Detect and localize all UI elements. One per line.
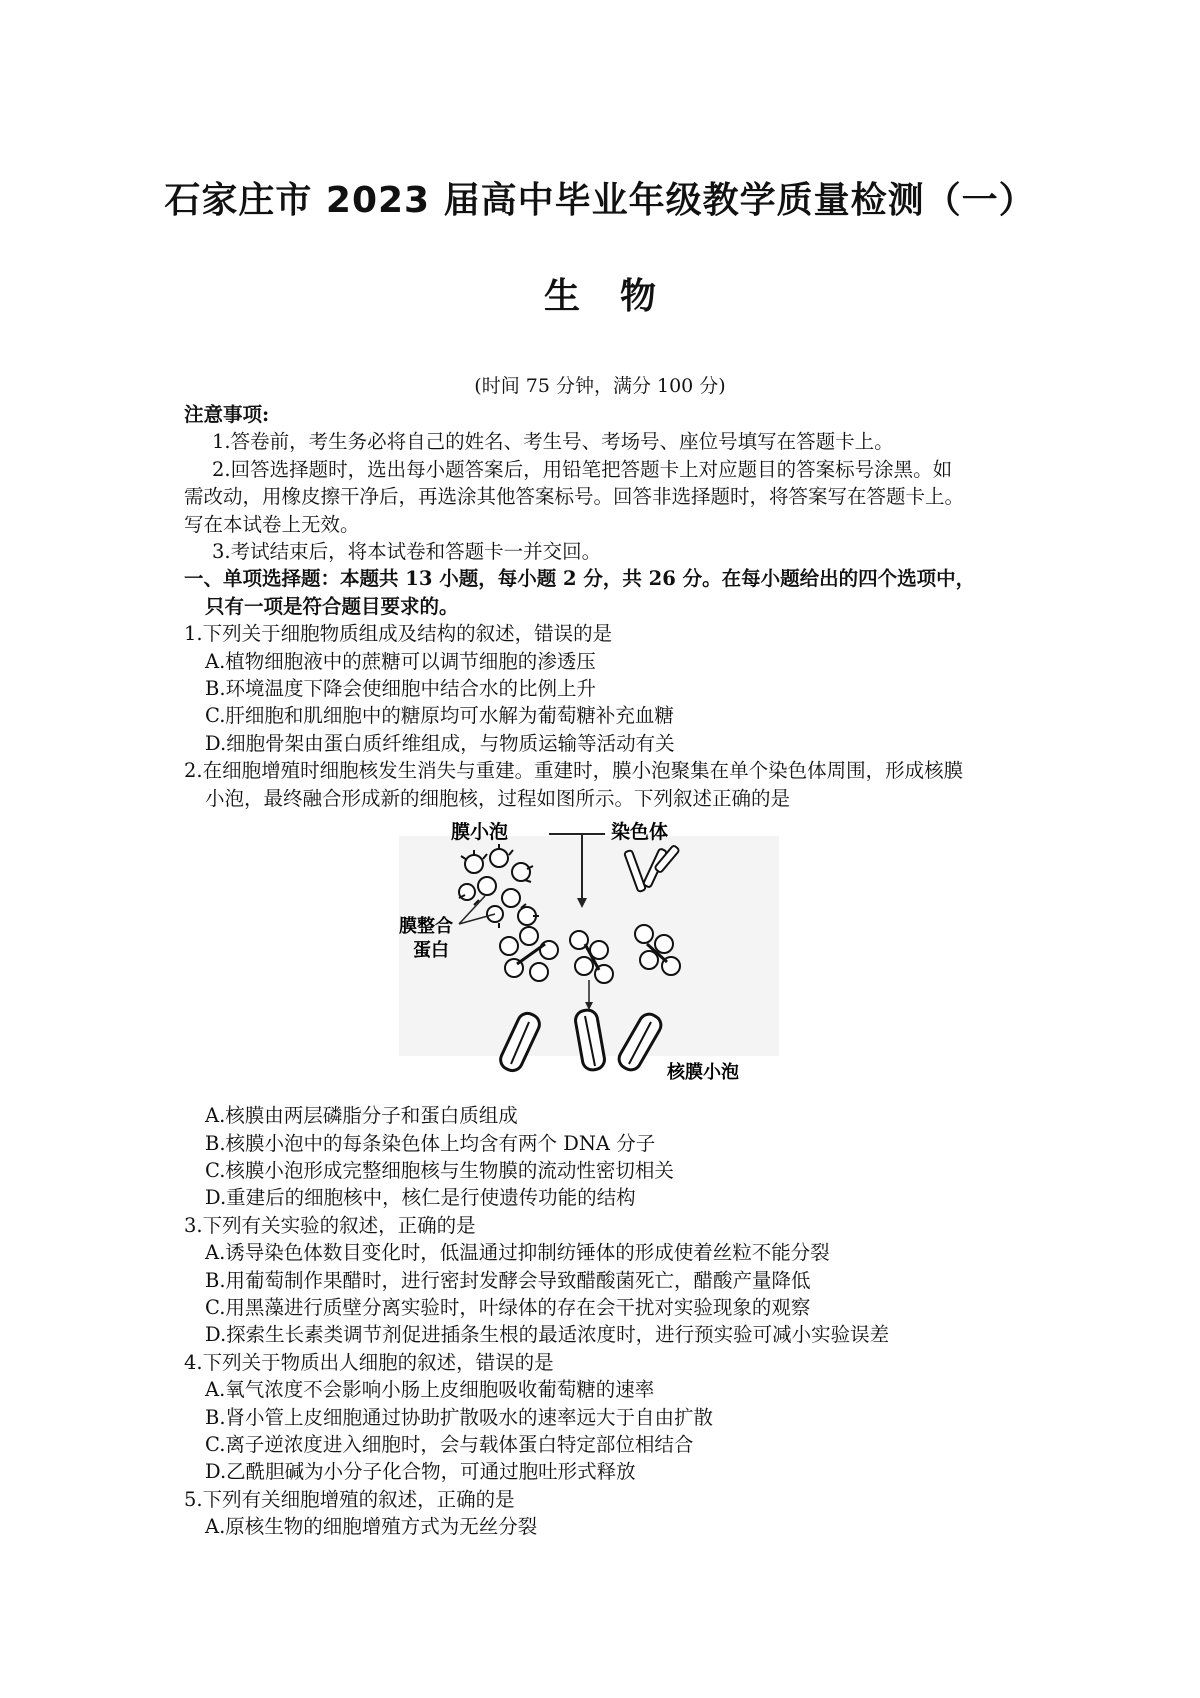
notice-item: 写在本试卷上无效。: [184, 512, 360, 536]
figure-svg: [399, 816, 779, 1096]
notice-item: 3.考试结束后，将本试卷和答题卡一并交回。: [212, 540, 602, 564]
question-option: D.乙酰胆碱为小分子化合物，可通过胞吐形式释放: [205, 1460, 636, 1484]
nuclear-reassembly-figure: [184, 816, 1054, 1096]
question-option: B.肾小管上皮细胞通过协助扩散吸水的速率远大于自由扩散: [205, 1405, 714, 1429]
question-option: A.诱导染色体数目变化时，低温通过抑制纺锤体的形成使着丝粒不能分裂: [205, 1241, 830, 1265]
question-option: B.环境温度下降会使细胞中结合水的比例上升: [205, 677, 597, 701]
question-option: A.植物细胞液中的蔗糖可以调节细胞的渗透压: [205, 649, 596, 673]
question-option: A.原核生物的细胞增殖方式为无丝分裂: [205, 1515, 538, 1539]
label-membrane-protein: 膜整合: [399, 916, 453, 938]
question-option: C.核膜小泡形成完整细胞核与生物膜的流动性密切相关: [205, 1158, 674, 1182]
question-option: B.核膜小泡中的每条染色体上均含有两个 DNA 分子: [205, 1131, 656, 1155]
question-option: C.离子逆浓度进入细胞时，会与载体蛋白特定部位相结合: [205, 1432, 694, 1456]
section-heading-cont: 只有一项是符合题目要求的。: [205, 594, 459, 618]
question-stem-cont: 小泡，最终融合形成新的细胞核，过程如图所示。下列叙述正确的是: [205, 786, 791, 810]
question-option: D.细胞骨架由蛋白质纤维组成，与物质运输等活动有关: [205, 731, 675, 755]
notice-item: 2.回答选择题时，选出每小题答案后，用铅笔把答题卡上对应题目的答案标号涂黑。如: [212, 457, 953, 481]
time-info: (时间 75 分钟，满分 100 分): [474, 375, 726, 397]
nuclear-vesicles: [497, 1009, 664, 1074]
question-option: A.氧气浓度不会影响小肠上皮细胞吸收葡萄糖的速率: [205, 1378, 655, 1402]
exam-title: 石家庄市 2023 届高中毕业年级教学质量检测（一）: [164, 180, 1036, 221]
question-option: B.用葡萄制作果醋时，进行密封发酵会导致醋酸菌死亡，醋酸产量降低: [205, 1268, 811, 1292]
label-nuclear-vesicle: 核膜小泡: [667, 1062, 739, 1084]
question-option: C.用黑藻进行质壁分离实验时，叶绿体的存在会干扰对实验现象的观察: [205, 1295, 811, 1319]
question-stem: 4.下列关于物质出人细胞的叙述，错误的是: [184, 1350, 554, 1374]
section-heading: 一、单项选择题：本题共 13 小题，每小题 2 分，共 26 分。在每小题给出的四个选项中，: [184, 567, 976, 591]
question-option: D.重建后的细胞核中，核仁是行使遗传功能的结构: [205, 1186, 636, 1210]
question-stem: 2.在细胞增殖时细胞核发生消失与重建。重建时，膜小泡聚集在单个染色体周围，形成核膜: [184, 759, 964, 783]
question-stem: 1.下列关于细胞物质组成及结构的叙述，错误的是: [184, 622, 613, 646]
label-vesicle: 膜小泡: [451, 821, 509, 844]
question-option: D.探索生长素类调节剂促进插条生根的最适浓度时，进行预实验可减小实验误差: [205, 1323, 890, 1347]
question-stem: 3.下列有关实验的叙述，正确的是: [184, 1213, 476, 1237]
question-option: A.核膜由两层磷脂分子和蛋白质组成: [205, 1104, 518, 1128]
subject-title: 生物: [543, 276, 696, 317]
exam-body: [184, 401, 1054, 1541]
notice-item: 需改动，用橡皮擦干净后，再选涂其他答案标号。回答非选择题时，将答案写在答题卡上。: [184, 485, 965, 509]
notice-heading: 注意事项:: [184, 403, 270, 426]
label-membrane-protein-2: 蛋白: [413, 940, 449, 962]
label-chromosome: 染色体: [611, 821, 669, 844]
question-option: C.肝细胞和肌细胞中的糖原均可水解为葡萄糖补充血糖: [205, 704, 674, 728]
notice-item: 1.答卷前，考生务必将自己的姓名、考生号、考场号、座位号填写在答题卡上。: [212, 430, 894, 454]
question-stem: 5.下列有关细胞增殖的叙述，正确的是: [184, 1487, 515, 1511]
